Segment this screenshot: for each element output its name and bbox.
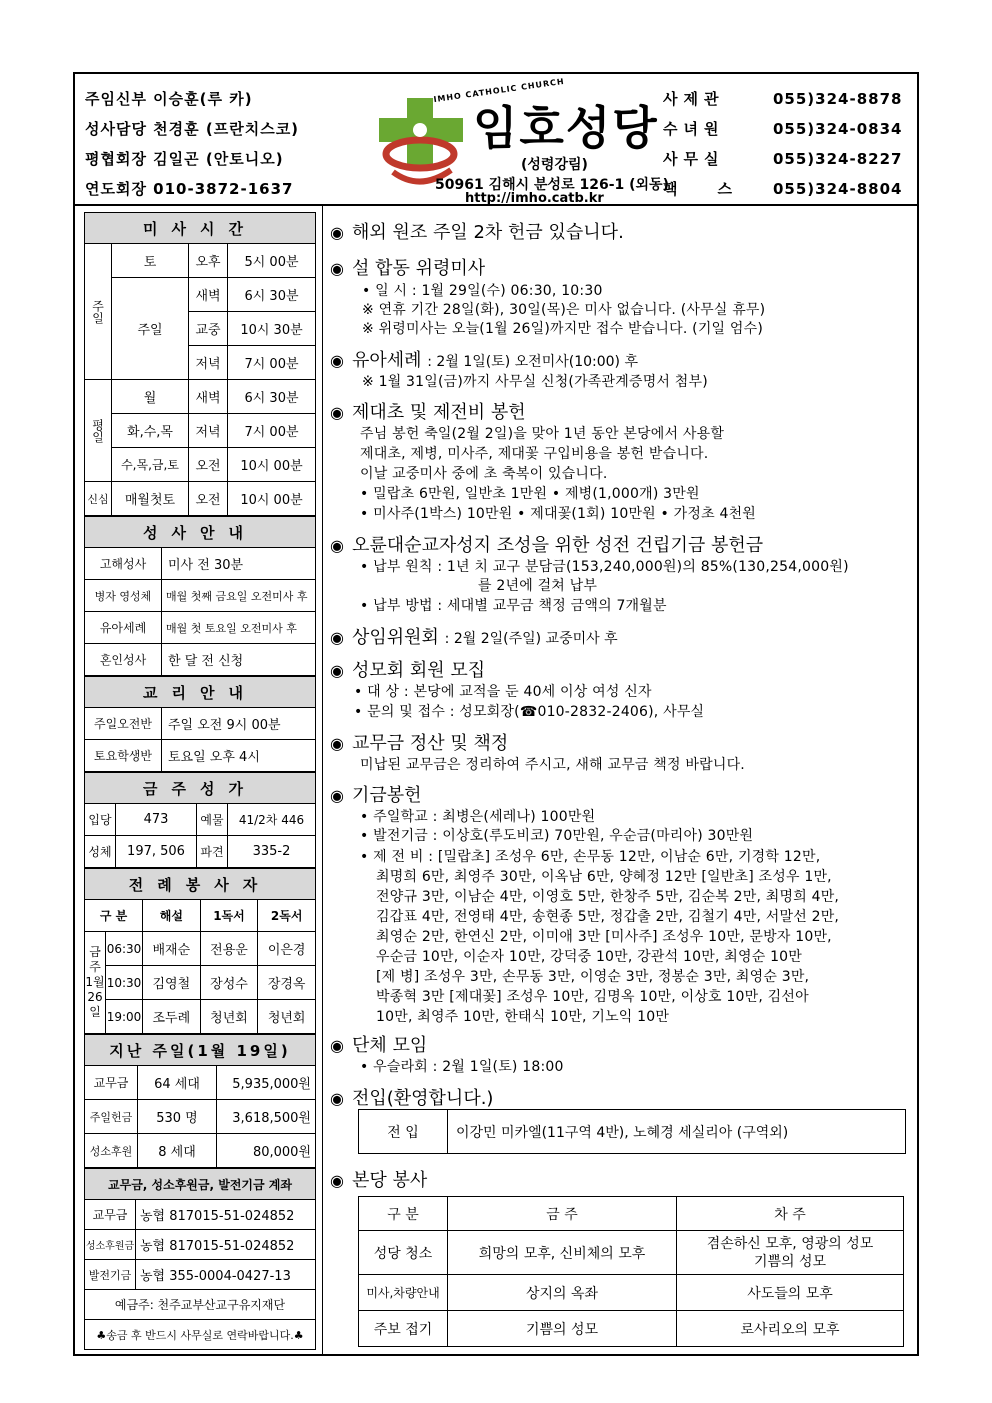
mass-day: 매월첫토 [112,482,189,516]
duty-next-week: 로사리오의 모후 [677,1311,904,1347]
account-name: 교무금 [85,1200,136,1230]
hymn-label: 예물 [197,804,228,836]
server-reader2: 장경옥 [258,966,316,1000]
church-url[interactable]: http://imho.catb.kr [465,191,604,206]
duty-this-week: 상지의 옥좌 [448,1275,677,1311]
sacrament-priest: 성사담당 천경훈 (프란치스코) [85,120,300,138]
last-week-amount: 80,000원 [217,1134,316,1168]
mass-day: 수,목,금,토 [112,448,189,482]
mass-day: 화,수,목 [112,414,189,448]
mass-time: 6시 30분 [228,380,316,414]
duty-name: 주보 접기 [359,1311,448,1347]
last-week-title: 지난 주일(1월 19일) [85,1035,316,1066]
duty-next-week: 겸손하신 모후, 영광의 성모 기쁨의 성모 [677,1231,904,1275]
sacrament-value: 매월 첫째 금요일 오전미사 후 [162,580,316,612]
mass-time: 7시 00분 [228,414,316,448]
last-week-amount: 3,618,500원 [217,1100,316,1134]
sunday-group: 주일 [85,244,112,380]
duty-next-week: 사도들의 모후 [677,1275,904,1311]
new-members-label: 전 입 [359,1110,448,1154]
sacrament-name: 혼인성사 [85,644,162,676]
mass-time: 10시 00분 [228,448,316,482]
contact-rectory: 사제관 055)324-8878 [663,90,903,108]
sacrament-name: 고해성사 [85,548,162,580]
parish-service-table [358,1196,904,1347]
account-value: 농협 817015-51-024852 [136,1230,316,1260]
new-members-value: 이강민 미카엘(11구역 4반), 노혜경 세실리아 (구역외) [448,1110,906,1154]
mass-time-table [84,212,316,516]
section-infant-baptism: ◉ 유아세례 : 2월 1일(토) 오전미사(10:00) 후 [330,350,638,371]
contact-convent: 수녀원 055)324-0834 [663,120,903,138]
section-building-fund: ◉ 오륜대순교자성지 조성을 위한 성전 건립기금 봉헌금 [330,535,764,556]
sacrament-name: 유아세례 [85,612,162,644]
hymn-label: 입당 [85,804,116,836]
account-value: 농협 817015-51-024852 [136,1200,316,1230]
mass-day: 월 [112,380,189,414]
servers-header: 2독서 [258,900,316,932]
mass-time: 10시 00분 [228,482,316,516]
mass-time: 7시 00분 [228,346,316,380]
council-president: 평협회장 김일곤 (안토니오) [85,150,284,168]
account-value: 농협 355-0004-0427-13 [136,1260,316,1290]
account-holder: 예금주: 천주교부산교구유지재단 [85,1290,316,1320]
hymn-offertory: 41/2차 446 [228,804,316,836]
server-reader2: 이은경 [258,932,316,966]
mass-title: 미사시간 [85,213,316,244]
mass-time: 6시 30분 [228,278,316,312]
mass-day: 토 [112,244,189,278]
last-week-count: 530 명 [138,1100,217,1134]
duty-this-week: 기쁨의 성모 [448,1311,677,1347]
account-notice: ♣송금 후 반드시 사무실로 연락바랍니다.♣ [85,1320,316,1350]
mass-period: 새벽 [189,380,228,414]
mass-time: 5시 00분 [228,244,316,278]
account-name: 성소후원금 [85,1230,136,1260]
logo-english: IMHO CATHOLIC CHURCH [433,76,566,105]
server-commentator: 조두례 [143,1000,201,1034]
section-overseas-aid: ◉ 해외 원조 주일 2차 헌금 있습니다. [330,222,624,243]
sacrament-title: 성사안내 [85,517,316,548]
duty-header: 차 주 [677,1197,904,1231]
sidebar [84,212,316,1350]
account-name: 발전기금 [85,1260,136,1290]
duty-name: 미사,차량안내 [359,1275,448,1311]
section-standing-committee: ◉ 상임위원회 : 2월 2일(주일) 교중미사 후 [330,627,618,648]
mass-period: 새벽 [189,278,228,312]
doctrine-value: 토요일 오후 4시 [162,740,316,772]
sacrament-name: 병자 영성체 [85,580,162,612]
new-members-table [358,1109,906,1154]
last-week-name: 교무금 [85,1066,138,1100]
header-staff [85,84,335,204]
contact-office: 사무실 055)324-8227 [663,150,903,168]
church-address: 50961 김해시 분성로 126-1 (외동) [435,177,669,193]
mass-period: 오전 [189,448,228,482]
column-divider [322,206,323,1356]
section-group-meeting: ◉ 단체 모임 [330,1035,428,1056]
server-time: 06:30 [106,932,143,966]
server-time: 10:30 [106,966,143,1000]
memorial-president: 연도회장 010-3872-1637 [85,180,294,198]
mass-period: 저녁 [189,346,228,380]
doctrine-name: 주일오전반 [85,708,162,740]
mass-period: 저녁 [189,414,228,448]
duty-name: 성당 청소 [359,1231,448,1275]
server-time: 19:00 [106,1000,143,1034]
section-mothers-group: ◉ 성모회 회원 모집 [330,660,486,681]
server-commentator: 김영철 [143,966,201,1000]
servers-header: 해설 [143,900,201,932]
church-subtitle: (성령강림) [521,157,588,173]
last-week-name: 주일헌금 [85,1100,138,1134]
pastor: 주임신부 이승훈(루 카) [85,90,253,108]
section-memorial-mass: ◉ 설 합동 위령미사 [330,258,486,279]
header [73,72,919,206]
hymn-label: 파견 [197,836,228,868]
mass-day: 주일 [112,278,189,380]
hymn-label: 성체 [85,836,116,868]
contact-fax: 팩스 055)324-8804 [663,180,903,198]
special-group: 신심 [85,482,112,516]
last-week-count: 64 세대 [138,1066,217,1100]
mass-period: 오전 [189,482,228,516]
duty-this-week: 희망의 모후, 신비체의 모후 [448,1231,677,1275]
sacrament-table [84,516,316,676]
duty-header: 금 주 [448,1197,677,1231]
server-reader1: 청년회 [200,1000,258,1034]
hymn-dismissal: 335-2 [228,836,316,868]
doctrine-name: 토요학생반 [85,740,162,772]
church-name: 임호성당 [473,101,659,155]
server-reader1: 전용운 [200,932,258,966]
hymn-communion: 197, 506 [116,836,197,868]
servers-table [84,868,316,1034]
servers-header: 구 분 [85,900,143,932]
sacrament-value: 한 달 전 신청 [162,644,316,676]
server-reader1: 장성수 [200,966,258,1000]
hymn-table [84,772,316,868]
section-new-members: ◉ 전입(환영합니다.) [330,1088,494,1109]
server-commentator: 배재순 [143,932,201,966]
mass-period: 오후 [189,244,228,278]
doctrine-value: 주일 오전 9시 00분 [162,708,316,740]
last-week-amount: 5,935,000원 [217,1066,316,1100]
accounts-title: 교무금, 성소후원금, 발전기금 계좌 [85,1169,316,1200]
mass-period: 교중 [189,312,228,346]
doctrine-title: 교리안내 [85,677,316,708]
hymn-title: 금주성가 [85,773,316,804]
last-week-count: 8 세대 [138,1134,217,1168]
hymn-entrance: 473 [116,804,197,836]
header-contacts [663,84,913,204]
sacrament-value: 매월 첫 토요일 오전미사 후 [162,612,316,644]
section-donations: ◉ 기금봉헌 [330,785,422,806]
last-week-table [84,1034,316,1168]
servers-date: 금주 1월 26일 [85,932,106,1034]
section-parish-service: ◉ 본당 봉사 [330,1170,428,1191]
doctrine-table [84,676,316,772]
servers-header: 1독서 [200,900,258,932]
section-dues: ◉ 교무금 정산 및 책정 [330,733,509,754]
weekday-group: 평일 [85,380,112,482]
mass-time: 10시 30분 [228,312,316,346]
logo [373,76,669,206]
servers-title: 전례봉사자 [85,869,316,900]
server-reader2: 청년회 [258,1000,316,1034]
duty-header: 구 분 [359,1197,448,1231]
accounts-table [84,1168,316,1350]
last-week-name: 성소후원 [85,1134,138,1168]
section-altar-offering: ◉ 제대초 및 제전비 봉헌 [330,402,526,423]
sacrament-value: 미사 전 30분 [162,548,316,580]
